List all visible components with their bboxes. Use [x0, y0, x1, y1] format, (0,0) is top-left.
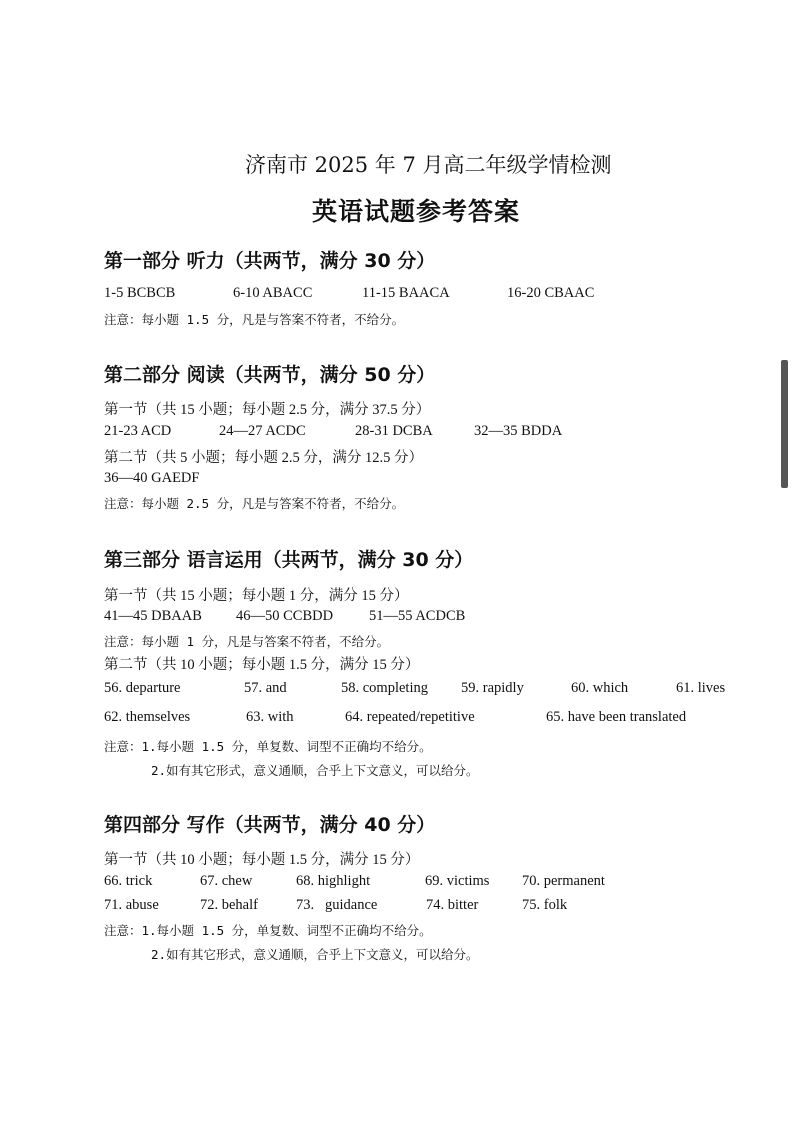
part3-note: 注意：每小题 1 分，凡是与答案不符者，不给分。 [104, 634, 390, 649]
part4-heading: 第四部分 写作（共两节，满分 40 分） [104, 814, 436, 836]
section-heading: 第一节（共 15 小题；每小题 1 分，满分 15 分） [104, 588, 409, 604]
section-heading: 第二节（共 5 小题；每小题 2.5 分，满分 12.5 分） [104, 450, 423, 466]
answer-item: 60. which [571, 680, 629, 696]
part2-heading: 第二部分 阅读（共两节，满分 50 分） [104, 364, 436, 386]
answer-item: 69. victims [425, 873, 490, 889]
answer-item: 66. trick [104, 873, 153, 889]
part1-note: 注意：每小题 1.5 分，凡是与答案不符者，不给分。 [104, 312, 405, 327]
answer-group: 36—40 GAEDF [104, 470, 200, 486]
answer-group: 51—55 ACDCB [369, 608, 466, 624]
document-title: 济南市 2025 年 7 月高二年级学情检测 [245, 153, 612, 177]
answer-item: 74. bitter [426, 897, 479, 913]
section-heading: 第二节（共 10 小题；每小题 1.5 分，满分 15 分） [104, 657, 420, 673]
answer-item: 75. folk [522, 897, 568, 913]
answer-item: 70. permanent [522, 873, 605, 889]
answer-group: 6-10 ABACC [233, 285, 313, 301]
part4-note: 注意：1.每小题 1.5 分，单复数、词型不正确均不给分。 [104, 923, 432, 938]
answer-group: 16-20 CBAAC [507, 285, 595, 301]
answer-item: 57. and [244, 680, 287, 696]
section-heading: 第一节（共 15 小题；每小题 2.5 分，满分 37.5 分） [104, 402, 431, 418]
answer-item: 63. with [246, 709, 294, 725]
answer-group: 21-23 ACD [104, 423, 172, 439]
answer-group: 11-15 BAACA [362, 285, 450, 301]
answer-group: 41—45 DBAAB [104, 608, 202, 624]
answer-item: 72. behalf [200, 897, 258, 913]
answer-group: 1-5 BCBCB [104, 285, 176, 301]
answer-item: 59. rapidly [461, 680, 524, 696]
section-heading: 第一节（共 10 小题；每小题 1.5 分，满分 15 分） [104, 852, 420, 868]
answer-item: 65. have been translated [546, 709, 687, 725]
answer-item: 58. completing [341, 680, 428, 696]
answer-item: 61. lives [676, 680, 726, 696]
answer-item: 64. repeated/repetitive [345, 709, 475, 725]
answer-item: 67. chew [200, 873, 253, 889]
part3-note: 注意：1.每小题 1.5 分，单复数、词型不正确均不给分。 [104, 739, 432, 754]
part3-heading: 第三部分 语言运用（共两节，满分 30 分） [104, 549, 474, 571]
part2-note: 注意：每小题 2.5 分，凡是与答案不符者，不给分。 [104, 496, 405, 511]
answer-item: 62. themselves [104, 709, 191, 725]
answer-group: 28-31 DCBA [355, 423, 433, 439]
answer-item: 71. abuse [104, 897, 159, 913]
answer-group: 32—35 BDDA [474, 423, 563, 439]
answer-item: 73. guidance [296, 897, 378, 913]
answer-item: 68. highlight [296, 873, 371, 889]
answer-group: 24—27 ACDC [219, 423, 306, 439]
part3-note: 2.如有其它形式，意义通顺，合乎上下文意义，可以给分。 [151, 763, 479, 778]
vertical-scrollbar[interactable] [781, 360, 788, 488]
document-subtitle: 英语试题参考答案 [312, 197, 521, 226]
answer-group: 46—50 CCBDD [236, 608, 334, 624]
part1-heading: 第一部分 听力（共两节，满分 30 分） [104, 250, 436, 272]
answer-item: 56. departure [104, 680, 181, 696]
part4-note: 2.如有其它形式，意义通顺，合乎上下文意义，可以给分。 [151, 947, 479, 962]
